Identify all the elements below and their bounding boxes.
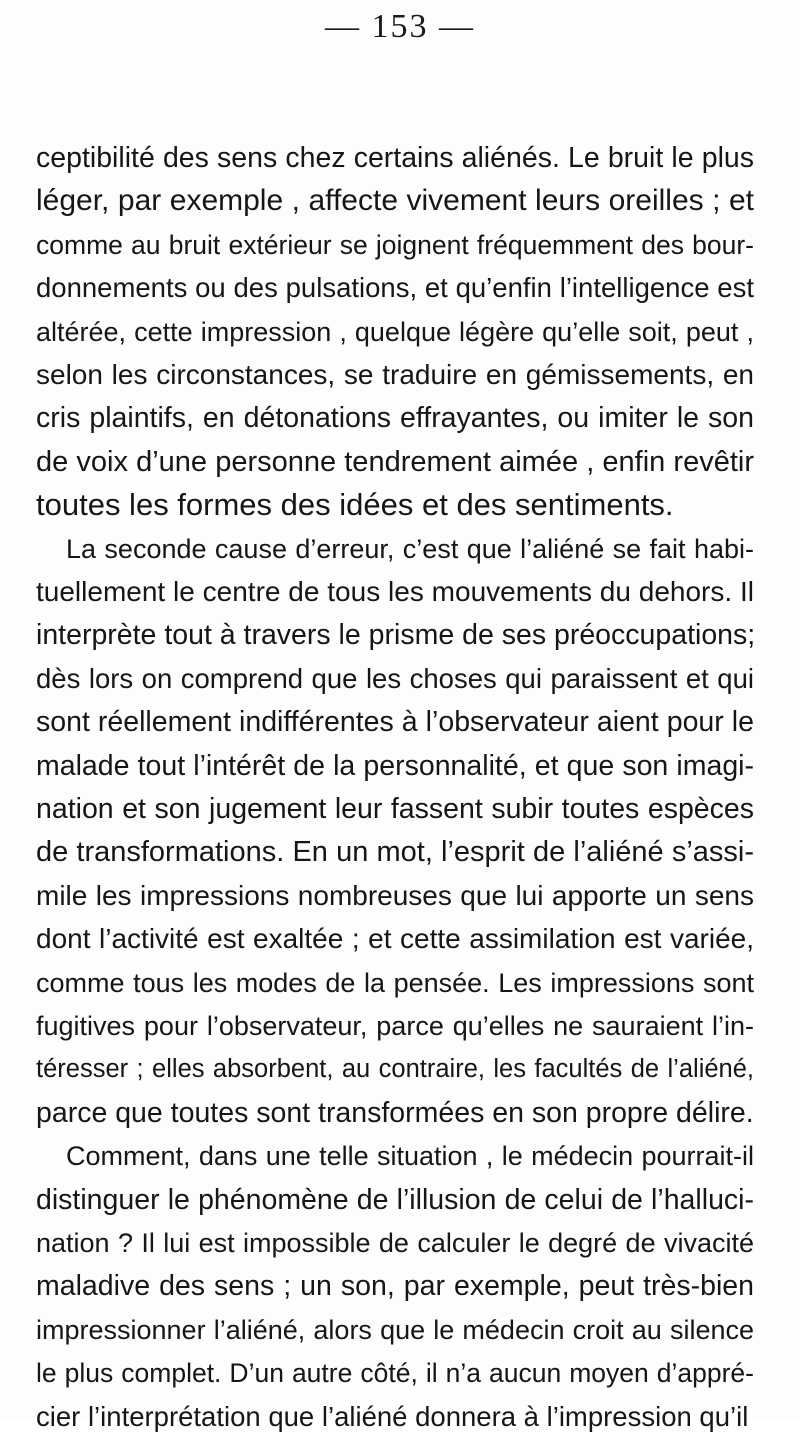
text-line: de voix d’une personne tendrement aimée , enfin revêtir [36,445,754,478]
text-line: téresser ; elles absorbent, au contraire, les facultés de l’aliéné, [36,1055,754,1084]
text-line: de transformations. En un mot, l’esprit de l’aliéné s’assi- [36,836,754,869]
text-line: dont l’activité est exaltée ; et cette assimilation est variée, [36,923,754,955]
text-line: ceptibilité des sens chez certains aliénés. Le bruit le plus [36,142,754,174]
text-line: maladive des sens ; un son, par exemple, peut très-bien [36,1270,754,1303]
text-line: nation ? Il lui est impossible de calculer le degré de vivacité [36,1228,754,1258]
text-line: distinguer le phénomène de l’illusion de celui de l’halluci- [36,1183,754,1216]
text-line: malade tout l’intérêt de la personnalité, et que son imagi- [36,749,754,782]
text-line: tuellement le centre de tous les mouvements du dehors. Il [36,576,754,607]
text-line: parce que toutes sont transformées en son propre délire. [36,1096,754,1129]
page-number: — 153 — [325,8,475,45]
text-line: altérée, cette impression , quelque légère qu’elle soit, peut , [36,316,754,347]
text-line: fugitives pour l’observateur, parce qu’elles ne sauraient l’in- [36,1011,754,1041]
text-line: toutes les formes des idées et des sentiments. [36,487,674,523]
text-line: dès lors on comprend que les choses qui paraissent et qui [36,662,754,694]
text-line: Comment, dans une telle situation , le médecin pourrait-il [66,1141,754,1172]
text-line: nation et son jugement leur fassent subir toutes espèces [36,793,754,825]
text-line: donnements ou des pulsations, et qu’enfin l’intelligence est [36,272,754,304]
text-line: impressionner l’aliéné, alors que le médecin croit au silence [36,1314,754,1345]
text-line: interprète tout à travers le prisme de ses préoccupations; [36,619,756,652]
text-line: comme tous les modes de la pensée. Les impressions sont [36,967,754,998]
text-line: La seconde cause d’erreur, c’est que l’aliéné se fait habi- [66,533,754,564]
text-line: cris plaintifs, en détonations effrayantes, ou imiter le son [36,402,754,435]
text-line: le plus complet. D’un autre côté, il n’a aucun moyen d’appré- [36,1358,754,1389]
text-line: comme au bruit extérieur se joignent fréquemment des bour- [36,229,754,260]
text-line: cier l’interprétation que l’aliéné donnera à l’impression qu’il [36,1400,749,1432]
text-line: sont réellement indifférentes à l’observateur aient pour le [36,706,754,739]
text-line: mile les impressions nombreuses que lui apporte un sens [36,879,754,911]
text-line: léger, par exemple , affecte vivement leurs oreilles ; et [36,184,754,218]
text-line: selon les circonstances, se traduire en gémissements, en [36,359,754,390]
